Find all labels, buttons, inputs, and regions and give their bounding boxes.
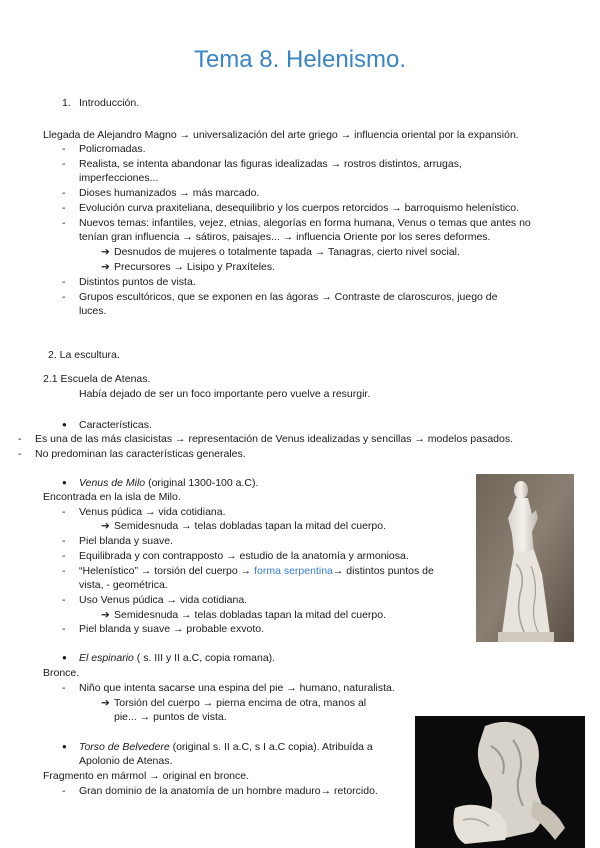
- venus-place: Encontrada en la isla de Milo.: [43, 491, 181, 503]
- list-item: Distintos puntos de vista.: [79, 276, 196, 288]
- list-item: Niño que intenta sacarse una espina del pie → humano, naturalista.: [79, 682, 395, 694]
- sub-list-item: Semidesnuda → telas dobladas tapan la mitad del cuerpo.: [114, 520, 387, 532]
- list-item: Realista, se intenta abandonar las figuras idealizadas → rostros distintos, arrugas,: [79, 158, 462, 170]
- sub-list-item-continuation: pie... → puntos de vista.: [114, 711, 227, 723]
- section-heading: 2. La escultura.: [48, 349, 120, 361]
- venus-name: Venus de Milo: [79, 477, 146, 489]
- dash-marker: -: [18, 433, 22, 445]
- dash-marker: -: [62, 158, 66, 170]
- dash-marker: -: [62, 202, 66, 214]
- section-heading: Introducción.: [79, 97, 140, 109]
- torso-date: (original s. II a.C, s I a.C copia). Atribuída a: [169, 741, 373, 753]
- subsection-text: Había dejado de ser un foco importante pero vuelve a resurgir.: [79, 388, 371, 400]
- dash-marker: -: [18, 448, 22, 460]
- espinario-heading: [79, 651, 275, 665]
- espinario-name: El espinario: [79, 652, 134, 664]
- venus-date: (original 1300-100 a.C).: [145, 477, 259, 489]
- list-item: Piel blanda y suave → probable exvoto.: [79, 623, 265, 635]
- list-item: Policromadas.: [79, 143, 146, 155]
- dash-marker: -: [62, 506, 66, 518]
- list-item: Equilibrada y con contrapposto → estudio de la anatomía y armoniosa.: [79, 550, 409, 562]
- torso-heading: [79, 740, 373, 754]
- list-item: Evolución curva praxiteliana, desequilibrio y los cuerpos retorcidos → barroquismo helenístico.: [79, 202, 520, 214]
- list-item-text: “Helenístico” → torsión del cuerpo →: [79, 565, 255, 577]
- dash-marker: -: [62, 143, 66, 155]
- dash-marker: -: [62, 276, 66, 288]
- list-item-continuation: tenían gran influencia → sátiros, paisajes... → influencia Oriente por los seres deformes.: [79, 231, 491, 243]
- dash-marker: -: [62, 217, 66, 229]
- arrow-marker: ➔: [101, 261, 110, 273]
- list-item: Uso Venus púdica → vida cotidiana.: [79, 594, 248, 606]
- torso-fragment: Fragmento en mármol → original en bronce.: [43, 770, 250, 782]
- torso-de-belvedere-image: [415, 716, 585, 848]
- sub-list-item: Precursores → Lisipo y Praxíteles.: [114, 261, 276, 273]
- sub-list-item: Torsión del cuerpo → pierna encima de otra, manos al: [114, 697, 367, 709]
- venus-statue-illustration: [476, 474, 574, 642]
- dash-marker: -: [62, 623, 66, 635]
- list-item: No predominan las características generales.: [35, 448, 246, 460]
- dash-marker: -: [62, 594, 66, 606]
- torso-name: Torso de Belvedere: [79, 741, 170, 753]
- arrow-marker: ➔: [101, 246, 110, 258]
- dash-marker: -: [62, 785, 66, 797]
- list-item: Nuevos temas: infantiles, vejez, etnias, alegorías en forma humana, Venus o temas que antes no: [79, 217, 531, 229]
- section-number: 1.: [62, 97, 71, 109]
- list-item-text: → distintos puntos de: [332, 565, 434, 577]
- arrow-marker: ➔: [101, 697, 110, 709]
- list-item: [79, 564, 434, 578]
- dash-marker: -: [62, 682, 66, 694]
- arrow-marker: ➔: [101, 520, 110, 532]
- bullet-marker: ●: [62, 653, 67, 662]
- dash-marker: -: [62, 291, 66, 303]
- torso-attribution: Apolonio de Atenas.: [79, 755, 173, 767]
- page-title: Tema 8. Helenismo.: [193, 46, 407, 73]
- list-item-continuation: imperfecciones...: [79, 172, 159, 184]
- list-item: Piel blanda y suave.: [79, 535, 173, 547]
- list-item: Es una de las más clasicistas → representación de Venus idealizadas y sencillas → modelos pasados.: [35, 433, 514, 445]
- sub-list-item: Desnudos de mujeres o totalmente tapada → Tanagras, cierto nivel social.: [114, 246, 460, 258]
- arrow-marker: ➔: [101, 609, 110, 621]
- espinario-date: ( s. III y II a.C, copia romana).: [133, 652, 276, 664]
- dash-marker: -: [62, 565, 66, 577]
- dash-marker: -: [62, 535, 66, 547]
- characteristics-heading: Características.: [79, 419, 152, 431]
- sub-list-item: Semidesnuda → telas dobladas tapan la mitad del cuerpo.: [114, 609, 387, 621]
- dash-marker: -: [62, 187, 66, 199]
- list-item-continuation: vista, - geométrica.: [79, 579, 168, 591]
- espinario-material: Bronce.: [43, 667, 80, 679]
- forma-serpentina-link[interactable]: forma serpentina: [254, 565, 333, 577]
- intro-paragraph: Llegada de Alejandro Magno → universalización del arte griego → influencia oriental por la expansión.: [43, 129, 519, 141]
- venus-de-milo-image: [476, 474, 574, 642]
- dash-marker: -: [62, 550, 66, 562]
- venus-heading: [79, 476, 258, 490]
- list-item: Grupos escultóricos, que se exponen en las ágoras → Contraste de claroscuros, juego de: [79, 291, 498, 303]
- list-item: Dioses humanizados → más marcado.: [79, 187, 260, 199]
- torso-statue-illustration: [415, 716, 585, 848]
- bullet-marker: ●: [62, 478, 67, 487]
- list-item-continuation: luces.: [79, 305, 107, 317]
- bullet-marker: ●: [62, 742, 67, 751]
- subsection-heading: 2.1 Escuela de Atenas.: [43, 373, 151, 385]
- bullet-marker: ●: [62, 420, 67, 429]
- list-item: Venus púdica → vida cotidiana.: [79, 506, 226, 518]
- list-item: Gran dominio de la anatomía de un hombre maduro→ retorcido.: [79, 785, 378, 797]
